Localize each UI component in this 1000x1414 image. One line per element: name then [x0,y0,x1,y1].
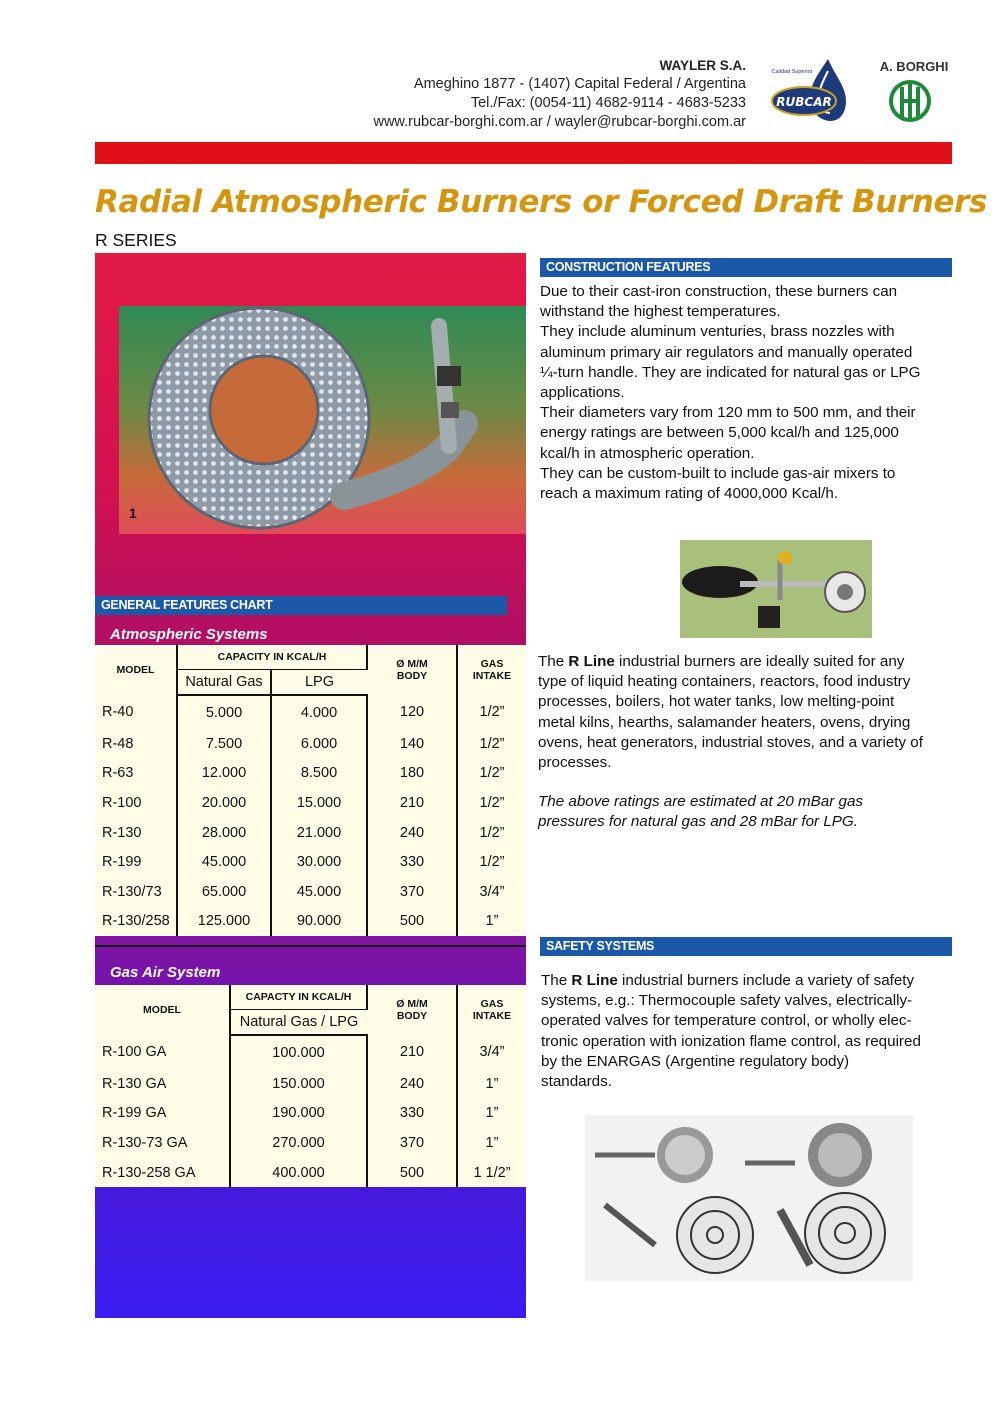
text-line: processes. [538,754,612,772]
cell-lpg: 6.000 [271,729,367,759]
table-row [95,1158,526,1188]
cell-body: 330 [367,847,457,877]
text-line: aluminum primary air regulators and manually operated [540,343,913,361]
cell-body: 180 [367,759,457,789]
ratings-note [538,792,954,832]
atmospheric-table [95,645,526,936]
cell-intake: 1/2” [479,735,505,752]
construction-features-heading: CONSTRUCTION FEATURES [540,258,952,277]
cell-natural: 125.000 [177,907,271,937]
rubcar-logo-text: RUBCAR [776,95,832,109]
ga-col-natural-lpg: Natural Gas / LPG [230,1010,367,1036]
company-header [326,56,746,132]
ga-col-capacity: CAPACTY IN KCAL/H [230,985,367,1010]
cell-body: 240 [367,1069,457,1099]
cell-intake: 1” [485,1075,499,1092]
rubcar-logo [770,55,848,133]
page-title: Radial Atmospheric Burners or Forced Draft Burners [95,184,988,220]
cell-natural: 7.500 [177,729,271,759]
text-line: The R Line industrial burners are ideally suited for any [538,653,905,670]
safety-systems-heading: SAFETY SYSTEMS [540,937,952,956]
col-model: MODEL [95,645,177,695]
text-line: Their diameters vary from 120 mm to 500 mm, and their [540,404,916,422]
text-line: kcal/h in atmospheric operation. [540,444,755,462]
cell-model: R-130-258 GA [95,1158,230,1188]
cell-body: 140 [367,729,457,759]
cell-body: 240 [367,818,457,848]
text-line: energy ratings are between 5,000 kcal/h and 125,000 [540,424,899,442]
cell-intake: 1/2” [479,704,505,720]
cell-model: R-100 GA [95,1035,230,1069]
text-line: systems, e.g.: Thermocouple safety valves, electrically- [541,992,913,1010]
text-line: reach a maximum rating of 4000,000 Kcal/h. [540,485,839,503]
text-line: ovens, heat generators, industrial stoves, and a variety of [538,733,923,751]
text-line: metal kilns, hearths, salamander heaters, ovens, drying [538,713,911,731]
cell-lpg: 45.000 [271,877,367,907]
table-row [95,1069,526,1099]
cell-intake: 3/4” [479,883,505,900]
table-row [95,847,526,877]
col-gas-intake: GAS INTAKE [472,658,512,682]
rubcar-logo-tag: Calidad Superior [771,69,813,75]
table-row [95,1128,526,1158]
table-row [95,907,526,937]
cell-body: 370 [367,1128,457,1158]
cell-intake: 3/4” [479,1044,505,1060]
text-line: The R Line industrial burners include a variety of safety [541,972,915,989]
cell-lpg: 21.000 [271,818,367,848]
col-capacity: CAPACITY IN KCAL/H [177,645,367,670]
cell-intake: 1” [485,913,499,930]
text-line: applications. [540,384,625,402]
ga-col-gas-intake: GAS INTAKE [472,998,512,1022]
cell-model: R-130-73 GA [95,1128,230,1158]
forced-draft-burner-photo [680,540,872,638]
cell-model: R-130/258 [95,907,177,937]
cell-model: R-130/73 [95,877,177,907]
cell-body: 500 [367,907,457,937]
cell-lpg: 8.500 [271,759,367,789]
cell-body: 210 [367,788,457,818]
cell-capacity: 150.000 [230,1069,367,1099]
text-line: withstand the highest temperatures. [540,303,781,321]
cell-model: R-199 [95,847,177,877]
company-address: Ameghino 1877 - (1407) Capital Federal / Argentina [413,76,746,92]
red-header-bar [95,142,952,164]
page-subtitle: R SERIES [95,230,177,250]
cell-intake: 1/2” [479,794,505,811]
construction-text [540,282,952,504]
text-line: by the ENARGAS (Argentine regulatory body) [541,1052,850,1070]
cell-intake: 1” [485,1105,499,1122]
cell-body: 210 [367,1035,457,1069]
borghi-logo [872,55,956,133]
safety-text [541,971,955,1092]
cell-body: 120 [367,695,457,729]
col-body: Ø M/M BODY [367,645,457,695]
cell-natural: 5.000 [177,695,271,729]
cell-capacity: 100.000 [230,1035,367,1069]
gas-air-table [95,985,526,1187]
radial-burner-photo [119,306,526,534]
col-lpg: LPG [271,670,367,696]
table-row [95,695,526,729]
text-line: standards. [541,1073,612,1091]
cell-natural: 28.000 [177,818,271,848]
cell-lpg: 30.000 [271,847,367,877]
table-row [95,729,526,759]
cell-body: 500 [367,1158,457,1188]
cell-model: R-199 GA [95,1099,230,1129]
gas-air-system-heading: Gas Air System [110,964,221,981]
general-features-heading: GENERAL FEATURES CHART [95,596,507,615]
cell-model: R-63 [95,759,177,789]
cell-capacity: 190.000 [230,1099,367,1129]
cell-model: R-100 [95,788,177,818]
table-row [95,1099,526,1129]
company-phone: Tel./Fax: (0054-11) 4682-9114 - 4683-5233 [470,95,746,111]
cell-natural: 20.000 [177,788,271,818]
cell-natural: 12.000 [177,759,271,789]
burner-components-photo [585,1115,913,1281]
table-row [95,759,526,789]
text-line: operated valves for temperature control, or wholly elec- [541,1012,912,1030]
ga-col-body: Ø M/M BODY [367,985,457,1035]
text-line: They can be custom-built to include gas-air mixers to [540,464,896,482]
applications-text [538,652,954,773]
cell-lpg: 90.000 [271,907,367,937]
table-row [95,877,526,907]
cell-intake: 1/2” [479,765,505,782]
table-row [95,788,526,818]
photo-caption: 1 [129,505,137,521]
cell-intake: 1/2” [479,854,505,871]
table-row [95,1035,526,1069]
text-line: pressures for natural gas and 28 mBar for LPG. [538,813,858,831]
cell-capacity: 400.000 [230,1158,367,1188]
borghi-logo-text: A. BORGHI [879,59,949,74]
col-natural-gas: Natural Gas [177,670,271,696]
cell-body: 330 [367,1099,457,1129]
text-line: Due to their cast-iron construction, these burners can [540,283,898,300]
text-line: They include aluminum venturies, brass nozzles with [540,323,895,341]
cell-model: R-130 GA [95,1069,230,1099]
cell-intake: 1 1/2” [473,1164,511,1181]
cell-model: R-40 [95,695,177,729]
company-name: WAYLER S.A. [659,58,746,73]
cell-body: 370 [367,877,457,907]
cell-natural: 45.000 [177,847,271,877]
text-line: The above ratings are estimated at 20 mBar gas [538,793,864,810]
cell-intake: 1/2” [479,824,505,841]
atmospheric-systems-heading: Atmospheric Systems [110,626,268,643]
cell-intake: 1” [485,1134,499,1151]
cell-natural: 65.000 [177,877,271,907]
cell-lpg: 15.000 [271,788,367,818]
text-line: ¼-turn handle. They are indicated for natural gas or LPG [540,363,921,381]
text-line: processes, boilers, hot water tanks, low melting-point [538,693,895,711]
company-web: www.rubcar-borghi.com.ar / wayler@rubcar-borghi.com.ar [373,114,746,130]
text-line: tronic operation with ionization flame control, as required [541,1032,921,1050]
cell-lpg: 4.000 [271,695,367,729]
cell-model: R-130 [95,818,177,848]
table-divider [95,945,526,947]
cell-model: R-48 [95,729,177,759]
table-row [95,818,526,848]
cell-capacity: 270.000 [230,1128,367,1158]
ga-col-model: MODEL [95,985,230,1035]
text-line: type of liquid heating containers, reactors, food industry [538,673,911,691]
